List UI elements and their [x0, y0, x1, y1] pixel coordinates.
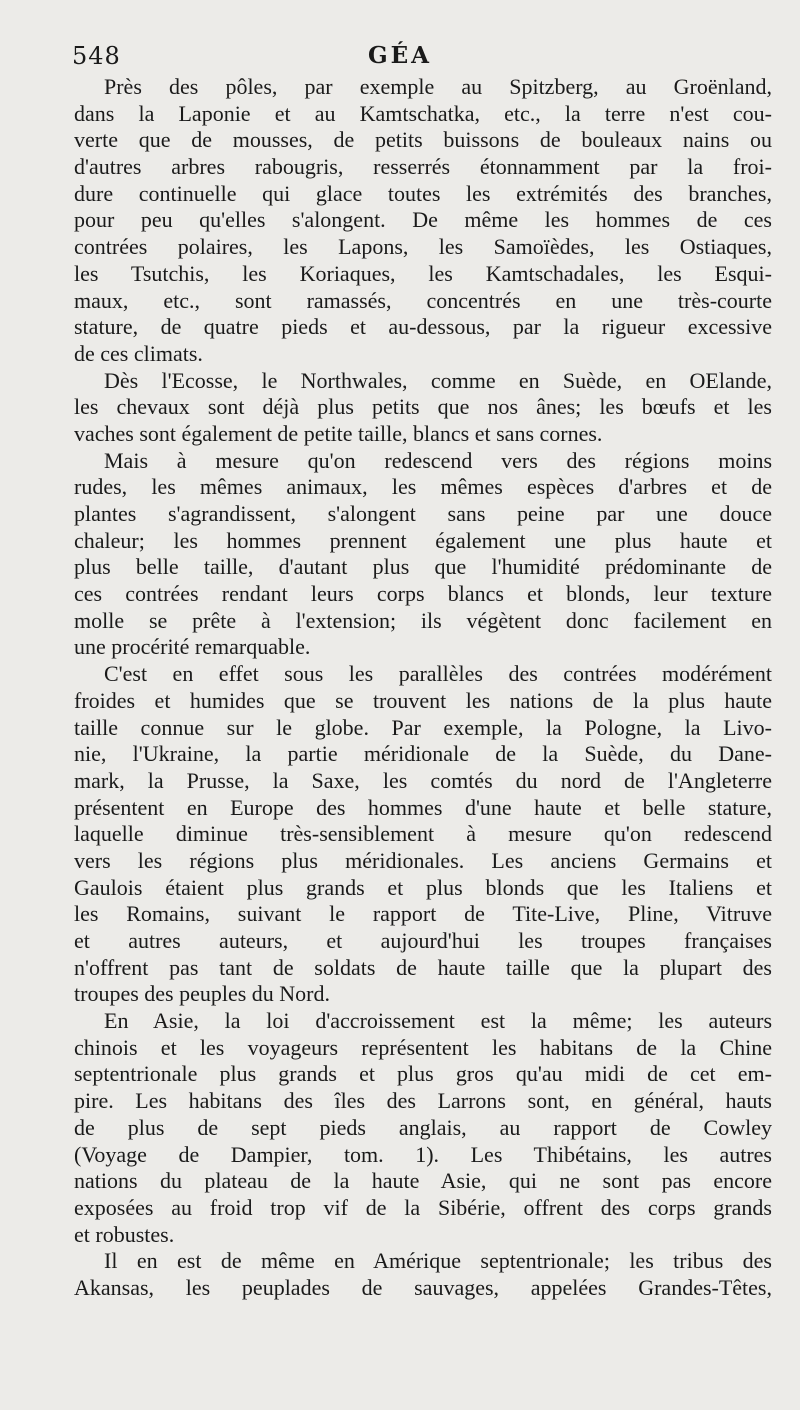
text-line: vaches sont également de petite taille, blancs et sans cornes.: [74, 420, 603, 446]
text-line: présentent en Europe des hommes d'une haute et belle stature,: [74, 794, 772, 820]
text-line: de plus de sept pieds anglais, au rapport de Cowley: [74, 1114, 772, 1140]
text-line: dure continuelle qui glace toutes les extrémités des branches,: [74, 180, 772, 206]
page-number: 548: [72, 42, 121, 70]
text-line: chinois et les voyageurs représentent les habitans de la Chine: [74, 1034, 772, 1060]
text-line: rudes, les mêmes animaux, les mêmes espèces d'arbres et de: [74, 474, 772, 500]
text-line: Dès l'Ecosse, le Northwales, comme en Suède, en OElande,: [104, 367, 772, 393]
text-line: d'autres arbres rabougris, resserrés étonnamment par la froi-: [74, 154, 772, 180]
text-line: verte que de mousses, de petits buissons de bouleaux nains ou: [74, 127, 772, 153]
text-line: les Tsutchis, les Koriaques, les Kamtschadales, les Esqui-: [74, 260, 772, 286]
text-line: Il en est de même en Amérique septentrionale; les tribus des: [104, 1248, 772, 1274]
page-header: [0, 42, 800, 74]
text-line: pire. Les habitans des îles des Larrons sont, en général, hauts: [74, 1088, 772, 1114]
text-line: de ces climats.: [74, 340, 203, 366]
text-line: stature, de quatre pieds et au-dessous, par la rigueur excessive: [74, 314, 772, 340]
text-line: mark, la Prusse, la Saxe, les comtés du nord de l'Angleterre: [74, 767, 772, 793]
running-title: GÉA: [367, 42, 433, 69]
text-line: troupes des peuples du Nord.: [74, 981, 331, 1007]
text-line: nie, l'Ukraine, la partie méridionale de la Suède, du Dane-: [74, 741, 772, 767]
text-line: plantes s'agrandissent, s'alongent sans peine par une douce: [74, 501, 772, 526]
text-line: n'offrent pas tant de soldats de haute taille que la plupart des: [74, 954, 772, 980]
text-line: vers les régions plus méridionales. Les anciens Germains et: [74, 847, 772, 873]
text-line: maux, etc., sont ramassés, concentrés en une très-courte: [74, 287, 772, 313]
text-line: chaleur; les hommes prennent également une plus haute et: [74, 527, 772, 553]
text-line: et robustes.: [74, 1221, 175, 1247]
text-line: Akansas, les peuplades de sauvages, appelées Grandes-Têtes,: [74, 1274, 772, 1300]
text-line: septentrionale plus grands et plus gros qu'au midi de cet em-: [74, 1061, 772, 1087]
text-line: taille connue sur le globe. Par exemple, la Pologne, la Livo-: [74, 714, 772, 740]
text-line: et autres auteurs, et aujourd'hui les troupes françaises: [74, 928, 772, 953]
text-line: molle se prête à l'extension; ils végètent donc facilement en: [74, 607, 772, 633]
text-line: ces contrées rendant leurs corps blancs et blonds, leur texture: [74, 581, 772, 607]
text-line: nations du plateau de la haute Asie, qui ne sont pas encore: [74, 1168, 772, 1194]
text-line: les chevaux sont déjà plus petits que nos ânes; les bœufs et les: [74, 394, 772, 420]
text-line: plus belle taille, d'autant plus que l'humidité prédominante de: [74, 554, 772, 580]
text-line: contrées polaires, les Lapons, les Samoïèdes, les Ostiaques,: [74, 234, 772, 260]
text-line: Mais à mesure qu'on redescend vers des régions moins: [104, 447, 772, 473]
text-line: (Voyage de Dampier, tom. 1). Les Thibétains, les autres: [74, 1141, 772, 1167]
text-line: dans la Laponie et au Kamtschatka, etc., la terre n'est cou-: [74, 100, 772, 126]
text-line: pour peu qu'elles s'alongent. De même les hommes de ces: [74, 207, 772, 233]
text-line: C'est en effet sous les parallèles des contrées modérément: [104, 661, 772, 687]
body-text: [74, 74, 772, 1302]
text-line: les Romains, suivant le rapport de Tite-Live, Pline, Vitruve: [74, 901, 772, 927]
text-line: Près des pôles, par exemple au Spitzberg, au Groënland,: [104, 74, 772, 99]
text-line: une procérité remarquable.: [74, 634, 311, 660]
text-line: En Asie, la loi d'accroissement est la même; les auteurs: [104, 1008, 772, 1034]
text-line: Gaulois étaient plus grands et plus blonds que les Italiens et: [74, 874, 772, 900]
text-line: froides et humides que se trouvent les nations de la plus haute: [74, 687, 772, 713]
text-line: laquelle diminue très-sensiblement à mesure qu'on redescend: [74, 821, 772, 847]
text-line: exposées au froid trop vif de la Sibérie, offrent des corps grands: [74, 1194, 772, 1220]
